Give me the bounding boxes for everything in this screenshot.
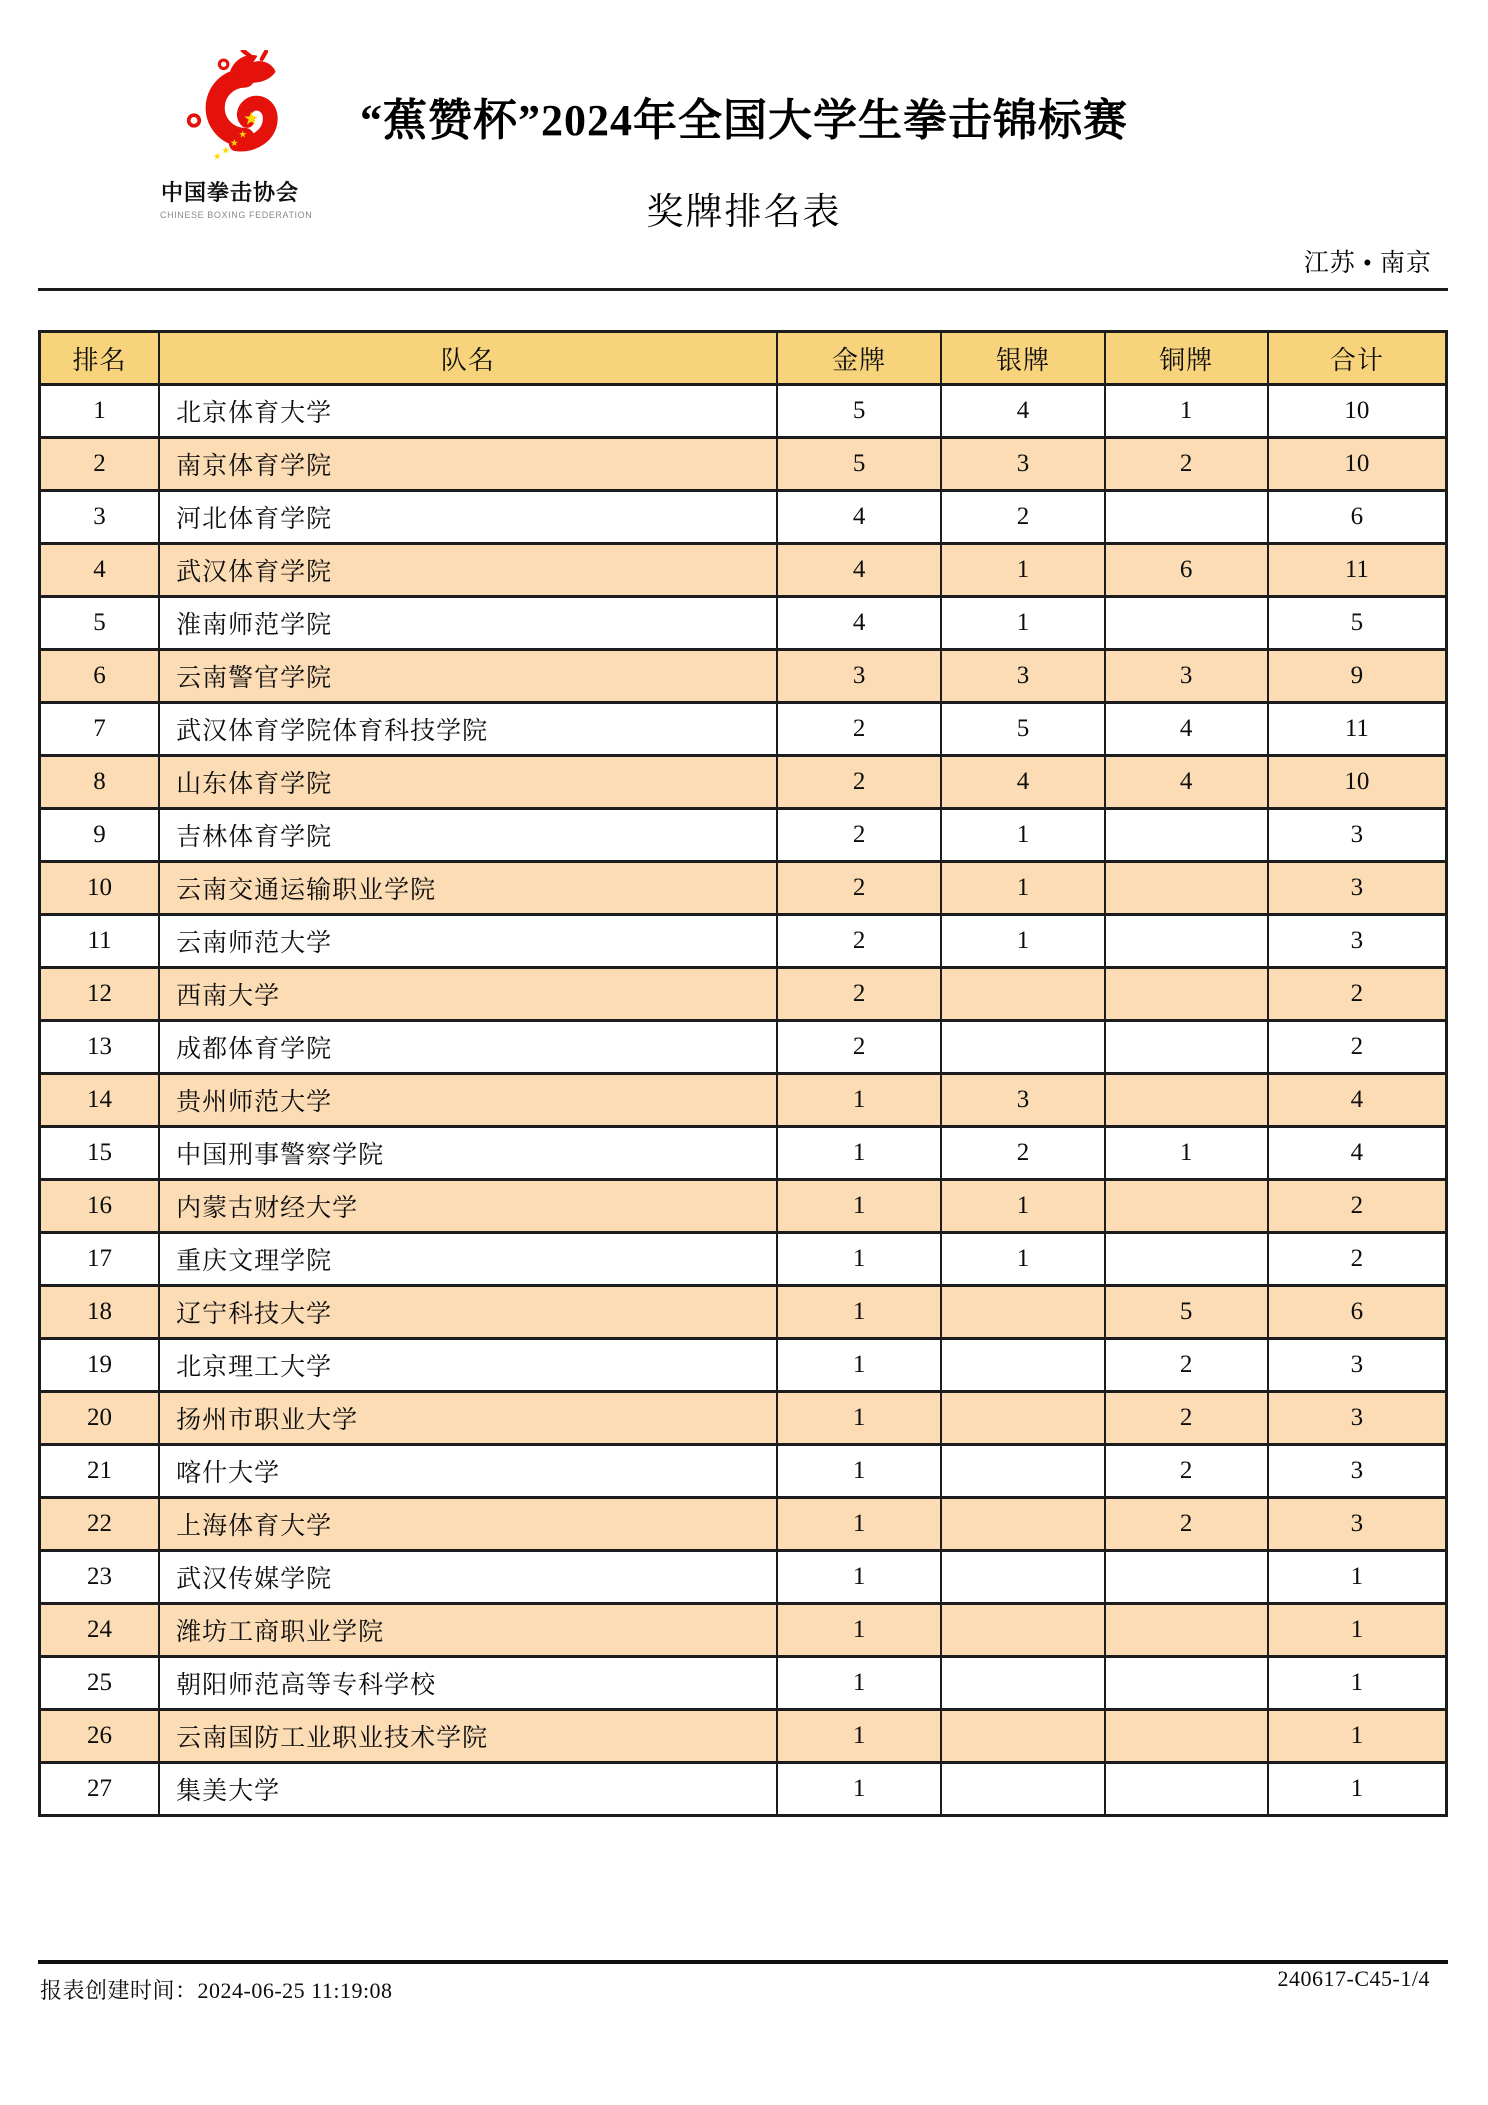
cell-rank: 1 [40, 385, 160, 438]
cell-team: 西南大学 [159, 968, 777, 1021]
cell-team: 扬州市职业大学 [159, 1392, 777, 1445]
table-row [40, 862, 1447, 915]
cell-rank: 9 [40, 809, 160, 862]
cell-bronze: 4 [1105, 703, 1268, 756]
cell-gold: 5 [777, 385, 942, 438]
cell-bronze [1105, 1551, 1268, 1604]
cell-gold: 3 [777, 650, 942, 703]
cell-silver [941, 1657, 1104, 1710]
cell-team: 成都体育学院 [159, 1021, 777, 1074]
cell-bronze [1105, 915, 1268, 968]
cell-gold: 1 [777, 1710, 942, 1763]
cell-rank: 16 [40, 1180, 160, 1233]
table-row [40, 1127, 1447, 1180]
cell-bronze: 2 [1105, 438, 1268, 491]
cell-bronze [1105, 809, 1268, 862]
cell-silver [941, 968, 1104, 1021]
table-row [40, 1392, 1447, 1445]
cell-bronze: 5 [1105, 1286, 1268, 1339]
cell-bronze [1105, 1233, 1268, 1286]
cell-team: 武汉传媒学院 [159, 1551, 777, 1604]
cell-total: 2 [1268, 1233, 1447, 1286]
cell-rank: 15 [40, 1127, 160, 1180]
cell-bronze [1105, 862, 1268, 915]
cell-total: 10 [1268, 756, 1447, 809]
cell-total: 4 [1268, 1127, 1447, 1180]
cell-silver [941, 1498, 1104, 1551]
cell-rank: 11 [40, 915, 160, 968]
cell-bronze: 1 [1105, 1127, 1268, 1180]
cell-total: 1 [1268, 1604, 1447, 1657]
cell-team: 淮南师范学院 [159, 597, 777, 650]
cell-rank: 8 [40, 756, 160, 809]
page-subtitle: 奖牌排名表 [646, 191, 842, 233]
cell-rank: 18 [40, 1286, 160, 1339]
cell-silver [941, 1286, 1104, 1339]
cell-silver: 3 [941, 1074, 1104, 1127]
cell-gold: 4 [777, 597, 942, 650]
cell-gold: 2 [777, 862, 942, 915]
cell-team: 云南国防工业职业技术学院 [159, 1710, 777, 1763]
cell-bronze [1105, 1180, 1268, 1233]
cell-team: 北京体育大学 [159, 385, 777, 438]
cell-bronze: 6 [1105, 544, 1268, 597]
cell-team: 内蒙古财经大学 [159, 1180, 777, 1233]
star-icon: ★ [213, 152, 222, 163]
cell-gold: 1 [777, 1392, 942, 1445]
table-row [40, 756, 1447, 809]
table-row [40, 1286, 1447, 1339]
cell-total: 6 [1268, 1286, 1447, 1339]
cell-total: 3 [1268, 1498, 1447, 1551]
star-icon: ★ [221, 146, 231, 157]
page-title: “蕉赞杯”2024年全国大学生拳击锦标赛 [360, 96, 1128, 145]
cell-gold: 1 [777, 1551, 942, 1604]
cell-gold: 1 [777, 1445, 942, 1498]
cell-gold: 4 [777, 544, 942, 597]
cell-silver: 1 [941, 915, 1104, 968]
cell-bronze [1105, 968, 1268, 1021]
title-block [0, 96, 1488, 235]
table-row [40, 1763, 1447, 1816]
cell-bronze [1105, 1657, 1268, 1710]
table-row [40, 1074, 1447, 1127]
cell-gold: 1 [777, 1604, 942, 1657]
cell-rank: 22 [40, 1498, 160, 1551]
report-code: 240617-C45-1/4 [1277, 1966, 1430, 1991]
cell-total: 1 [1268, 1763, 1447, 1816]
cell-bronze [1105, 1021, 1268, 1074]
cell-total: 3 [1268, 1392, 1447, 1445]
cell-total: 10 [1268, 385, 1447, 438]
cell-gold: 1 [777, 1339, 942, 1392]
star-icon: ★ [238, 130, 247, 141]
cell-total: 2 [1268, 1180, 1447, 1233]
cell-gold: 1 [777, 1074, 942, 1127]
cell-silver [941, 1445, 1104, 1498]
column-header-rank: 排名 [40, 332, 160, 385]
column-header-team: 队名 [159, 332, 777, 385]
cell-team: 武汉体育学院 [159, 544, 777, 597]
cell-team: 集美大学 [159, 1763, 777, 1816]
cell-gold: 2 [777, 756, 942, 809]
table-row [40, 650, 1447, 703]
cell-gold: 1 [777, 1127, 942, 1180]
cell-total: 9 [1268, 650, 1447, 703]
column-header-silver: 银牌 [941, 332, 1104, 385]
cell-total: 11 [1268, 544, 1447, 597]
cell-total: 1 [1268, 1657, 1447, 1710]
cell-silver [941, 1392, 1104, 1445]
cell-team: 中国刑事警察学院 [159, 1127, 777, 1180]
cell-total: 4 [1268, 1074, 1447, 1127]
cell-silver: 1 [941, 1180, 1104, 1233]
cell-total: 3 [1268, 1339, 1447, 1392]
footer-divider [38, 1960, 1448, 1964]
logo-org-name-cn: 中国拳击协会 [160, 180, 299, 205]
cell-rank: 27 [40, 1763, 160, 1816]
header-divider [38, 288, 1448, 291]
cell-rank: 23 [40, 1551, 160, 1604]
cell-total: 2 [1268, 1021, 1447, 1074]
cell-team: 云南师范大学 [159, 915, 777, 968]
cell-rank: 21 [40, 1445, 160, 1498]
cell-team: 潍坊工商职业学院 [159, 1604, 777, 1657]
cell-gold: 2 [777, 1021, 942, 1074]
cell-team: 喀什大学 [159, 1445, 777, 1498]
cell-team: 南京体育学院 [159, 438, 777, 491]
cell-team: 上海体育大学 [159, 1498, 777, 1551]
cell-total: 11 [1268, 703, 1447, 756]
cell-team: 云南警官学院 [159, 650, 777, 703]
cell-rank: 12 [40, 968, 160, 1021]
cell-rank: 4 [40, 544, 160, 597]
cell-rank: 5 [40, 597, 160, 650]
cell-silver: 4 [941, 756, 1104, 809]
cell-bronze: 4 [1105, 756, 1268, 809]
table-row [40, 544, 1447, 597]
cell-team: 重庆文理学院 [159, 1233, 777, 1286]
cell-total: 3 [1268, 915, 1447, 968]
table-row [40, 438, 1447, 491]
cell-bronze: 3 [1105, 650, 1268, 703]
cell-gold: 1 [777, 1498, 942, 1551]
cell-silver [941, 1339, 1104, 1392]
cell-silver: 1 [941, 862, 1104, 915]
cell-silver [941, 1021, 1104, 1074]
cell-rank: 24 [40, 1604, 160, 1657]
table-row [40, 968, 1447, 1021]
cell-silver: 3 [941, 650, 1104, 703]
table-row [40, 1339, 1447, 1392]
cell-gold: 2 [777, 703, 942, 756]
cell-rank: 17 [40, 1233, 160, 1286]
cell-bronze: 2 [1105, 1339, 1268, 1392]
cell-bronze [1105, 597, 1268, 650]
table-row [40, 1445, 1447, 1498]
cell-gold: 1 [777, 1180, 942, 1233]
cell-rank: 13 [40, 1021, 160, 1074]
cell-bronze [1105, 491, 1268, 544]
table-row [40, 1021, 1447, 1074]
table-row [40, 1657, 1447, 1710]
cell-team: 贵州师范大学 [159, 1074, 777, 1127]
cell-rank: 20 [40, 1392, 160, 1445]
cell-bronze: 2 [1105, 1392, 1268, 1445]
table-row [40, 1551, 1447, 1604]
cell-silver: 2 [941, 1127, 1104, 1180]
medal-ranking-table [38, 330, 1448, 1817]
table-row [40, 597, 1447, 650]
cell-bronze [1105, 1710, 1268, 1763]
cell-total: 2 [1268, 968, 1447, 1021]
table-row [40, 1604, 1447, 1657]
table-header [40, 332, 1447, 385]
cell-silver [941, 1551, 1104, 1604]
report-created-time: 报表创建时间：2024-06-25 11:19:08 [40, 1978, 393, 2003]
cell-team: 北京理工大学 [159, 1339, 777, 1392]
cell-silver [941, 1604, 1104, 1657]
cell-team: 河北体育学院 [159, 491, 777, 544]
cell-gold: 5 [777, 438, 942, 491]
cell-team: 山东体育学院 [159, 756, 777, 809]
cell-silver: 3 [941, 438, 1104, 491]
cell-gold: 1 [777, 1657, 942, 1710]
table-row [40, 809, 1447, 862]
column-header-total: 合计 [1268, 332, 1447, 385]
cell-team: 辽宁科技大学 [159, 1286, 777, 1339]
event-location: 江苏 • 南京 [1303, 250, 1432, 277]
cell-rank: 2 [40, 438, 160, 491]
cell-rank: 19 [40, 1339, 160, 1392]
cell-silver: 2 [941, 491, 1104, 544]
cell-total: 3 [1268, 1445, 1447, 1498]
cell-rank: 10 [40, 862, 160, 915]
star-icon: ★ [243, 108, 260, 129]
cell-total: 1 [1268, 1710, 1447, 1763]
cell-team: 武汉体育学院体育科技学院 [159, 703, 777, 756]
cell-silver: 1 [941, 597, 1104, 650]
cell-gold: 1 [777, 1763, 942, 1816]
cell-silver: 4 [941, 385, 1104, 438]
table-row [40, 703, 1447, 756]
star-icon: ★ [229, 138, 239, 149]
cell-total: 3 [1268, 809, 1447, 862]
cell-bronze: 2 [1105, 1498, 1268, 1551]
cell-gold: 4 [777, 491, 942, 544]
cell-rank: 25 [40, 1657, 160, 1710]
cell-bronze [1105, 1763, 1268, 1816]
cell-rank: 3 [40, 491, 160, 544]
table-row [40, 1498, 1447, 1551]
cell-team: 云南交通运输职业学院 [159, 862, 777, 915]
cell-team: 朝阳师范高等专科学校 [159, 1657, 777, 1710]
table-row [40, 385, 1447, 438]
cell-total: 1 [1268, 1551, 1447, 1604]
cell-team: 吉林体育学院 [159, 809, 777, 862]
table-row [40, 915, 1447, 968]
cell-bronze: 1 [1105, 385, 1268, 438]
cell-gold: 2 [777, 915, 942, 968]
table-row [40, 1233, 1447, 1286]
cell-silver [941, 1710, 1104, 1763]
cell-silver [941, 1763, 1104, 1816]
cell-rank: 14 [40, 1074, 160, 1127]
cell-rank: 6 [40, 650, 160, 703]
table-row [40, 1180, 1447, 1233]
cell-gold: 1 [777, 1286, 942, 1339]
cell-silver: 1 [941, 809, 1104, 862]
cell-silver: 1 [941, 1233, 1104, 1286]
cell-bronze [1105, 1604, 1268, 1657]
table-row [40, 491, 1447, 544]
cell-gold: 2 [777, 809, 942, 862]
cell-gold: 2 [777, 968, 942, 1021]
logo-org-name-en: CHINESE BOXING FEDERATION [160, 210, 313, 220]
cell-total: 6 [1268, 491, 1447, 544]
cell-rank: 26 [40, 1710, 160, 1763]
cell-gold: 1 [777, 1233, 942, 1286]
column-header-gold: 金牌 [777, 332, 942, 385]
cell-bronze: 2 [1105, 1445, 1268, 1498]
cell-bronze [1105, 1074, 1268, 1127]
table-row [40, 1710, 1447, 1763]
cell-total: 10 [1268, 438, 1447, 491]
column-header-bronze: 铜牌 [1105, 332, 1268, 385]
cell-total: 3 [1268, 862, 1447, 915]
cell-total: 5 [1268, 597, 1447, 650]
cell-rank: 7 [40, 703, 160, 756]
cell-silver: 5 [941, 703, 1104, 756]
cell-silver: 1 [941, 544, 1104, 597]
